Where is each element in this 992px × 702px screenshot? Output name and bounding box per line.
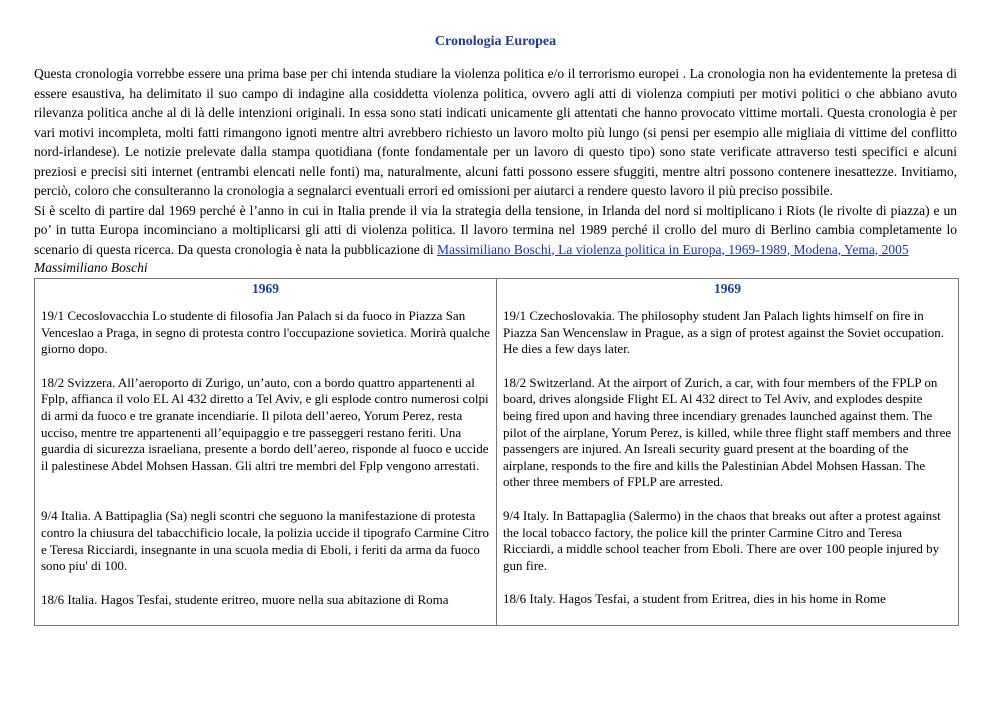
english-column — [497, 302, 959, 626]
intro-paragraph-2-text: Si è scelto di partire dal 1969 perché è l’anno in cui in Italia prende il via la strategia della tensione, in Irlanda del nord si moltiplicano i Riots (le rivolte di piazza) e un po’ in tutta Europa incominciano a moltiplicarsi gli atti di violenza politica. Il lavoro termina nel 1989 perché il crollo del muro di Berlino cambia completamente lo scenario di questa ricerca. Da questa cronologia è nata la pubblicazione di — [34, 202, 957, 257]
entries-row — [35, 302, 959, 626]
italian-column — [35, 302, 497, 626]
author-name: Massimiliano Boschi — [34, 260, 148, 275]
publication-link[interactable]: Massimiliano Boschi, La violenza politica in Europa, 1969-1989, Modena, Yema, 2005 — [436, 241, 909, 257]
entry-italian-18-2: 18/2 Svizzera. All’aeroporto di Zurigo, un’auto, con a bordo quattro appartenenti al Fplp, affianca il volo EL Al 432 diretto a Tel Aviv, e gli esplode contro numerosi colpi di armi da fuoco e tre granate incendiarie. Il pilota dell’aereo, Yorum Perez, resta ucciso, mentre tre appartenenti all’equipaggio e tre passeggeri restano feriti. Una guardia di sicurezza israeliana, presente a bordo dell’aereo, risponde al fuoco e uccide il palestinese Abdel Mohsen Hassan. Gli altri tre membri del Fplp vengono arrestati. — [41, 374, 489, 473]
entry-english-9-4: 9/4 Italy. In Battapaglia (Salermo) in the chaos that breaks out after a protest against the local tobacco factory, the police kill the printer Carmine Citro and Teresa Ricciardi, a middle school teacher from Eboli. There are over 100 people injured by gun fire. — [503, 507, 941, 573]
introduction — [34, 64, 957, 259]
entry-italian-18-6: 18/6 Italia. Hagos Tesfai, studente eritreo, muore nella sua abitazione di Roma — [41, 591, 449, 607]
year-header-italian: 1969 — [35, 279, 497, 303]
year-header-english: 1969 — [497, 279, 959, 303]
entry-italian-19-1: 19/1 Cecoslovacchia Lo studente di filosofia Jan Palach si da fuoco in Piazza San Venceslao a Praga, in segno di protesta contro l'occupazione sovietica. Morirà qualche giorno dopo. — [41, 308, 490, 357]
entry-italian-9-4: 9/4 Italia. A Battipaglia (Sa) negli scontri che seguono la manifestazione di protesta contro la chiusura del tabacchificio locale, la polizia uccide il tipografo Carmine Citro e Teresa Ricciardi, insegnante in una scuola media di Eboli, i feriti da arma da fuoco sono piu' di 100. — [41, 508, 489, 574]
document-title: Cronologia Europea — [434, 34, 557, 49]
entry-english-18-2: 18/2 Switzerland. At the airport of Zurich, a car, with four members of the FPLP on board, drives alongside Flight EL Al 432 direct to Tel Aviv, and explodes despite being fired upon and having three incendiary grenades launched against them. The pilot of the airplane, Yorum Perez, is killed, while three flight staff members and three passengers are injured. An Isreali security guard present at the boarding of the airplane, responds to the fire and kills the Palestinian Abdel Mohsen Hassan. The other three members of FPLP are arrested. — [503, 374, 952, 490]
entry-english-19-1: 19/1 Czechoslovakia. The philosophy student Jan Palach lights himself on fire in Piazza San Wencenslaw in Prague, as a sign of protest against the Soviet occupation. He dies a few days later. — [503, 308, 944, 357]
intro-paragraph-2 — [34, 201, 957, 260]
entry-english-18-6: 18/6 Italy. Hagos Tesfai, a student from Eritrea, dies in his home in Rome — [503, 591, 886, 607]
year-header-row — [35, 279, 959, 303]
intro-paragraph-1: Questa cronologia vorrebbe essere una prima base per chi intenda studiare la violenza politica e/o il terrorismo europei . La cronologia non ha evidentemente la pretesa di essere esaustiva, ha delimitato il suo campo di indagine alla cosiddetta violenza politica, ovvero agli atti di violenza compiuti per motivi politici o che abbiano avuto rilevanza politica anche al di là delle intenzioni originali. In essa sono stati indicati unicamente gli attentati che hanno provocato vittime mortali. Questa cronologia è per vari motivi incompleta, molti fatti rimangono ignoti mentre altri avrebbero richiesto un lavoro molto più lungo (si pensi per esempio alle migliaia di vittime del conflitto nord-irlandese). Le notizie prelevate dalla stampa quotidiana (fonte fondamentale per un lavoro di questo tipo) sono state verificate attraverso testi specifici e alcuni preziosi e precisi siti internet (entrambi elencati nelle fonti) ma, naturalmente, alcuni fatti possono essere sfuggiti, mentre altri possono contenere inesattezze. Invitiamo, perciò, coloro che consulteranno la cronologia a segnalarci eventuali errori ed omissioni per aiutarci a rendere questo lavoro il più preciso possibile. — [34, 66, 957, 198]
chronology-table — [34, 278, 959, 626]
